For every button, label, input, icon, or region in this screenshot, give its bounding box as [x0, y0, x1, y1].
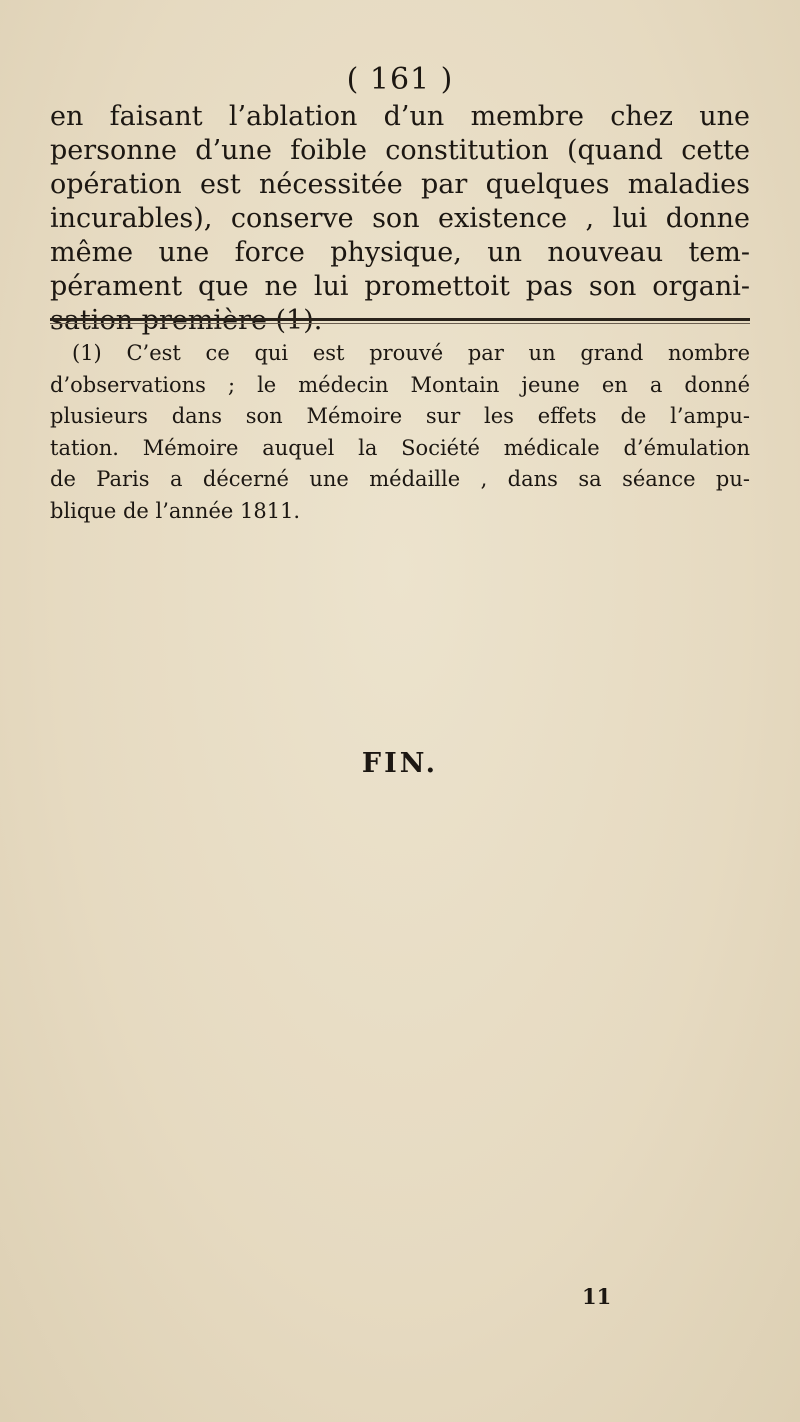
footnote-divider — [50, 318, 750, 321]
footnote-line: blique de l’année 1811. — [50, 498, 301, 523]
text-line: pérament que ne lui promettoit pas son organi- — [50, 271, 750, 302]
footnote — [50, 338, 750, 527]
page-number: ( 161 ) — [346, 62, 454, 97]
text-line: opération est nécessitée par quelques maladies — [50, 169, 750, 200]
main-paragraph — [50, 100, 750, 338]
text-line: personne d’une foible constitution (quand cette — [50, 135, 750, 166]
footnote-line: (1) C’est ce qui est prouvé par un grand nombre — [72, 341, 750, 365]
end-marker: FIN. — [361, 748, 439, 779]
footnote-line: tation. Mémoire auquel la Société médicale d’émulation — [50, 435, 750, 460]
footnote-line: de Paris a décerné une médaille , dans sa séance pu- — [50, 467, 750, 491]
text-line: en faisant l’ablation d’un membre chez une — [50, 101, 750, 132]
text-line: sation première (1). — [50, 305, 323, 336]
text-line: même une force physique, un nouveau tem- — [50, 237, 750, 268]
footnote-line: d’observations ; le médecin Montain jeune en a donné — [50, 372, 750, 397]
footnote-divider-thin — [50, 323, 750, 324]
signature-mark: 11 — [582, 1284, 612, 1309]
footnote-line: plusieurs dans son Mémoire sur les effets de l’ampu- — [50, 404, 750, 428]
text-line: incurables), conserve son existence , lui donne — [50, 203, 750, 234]
